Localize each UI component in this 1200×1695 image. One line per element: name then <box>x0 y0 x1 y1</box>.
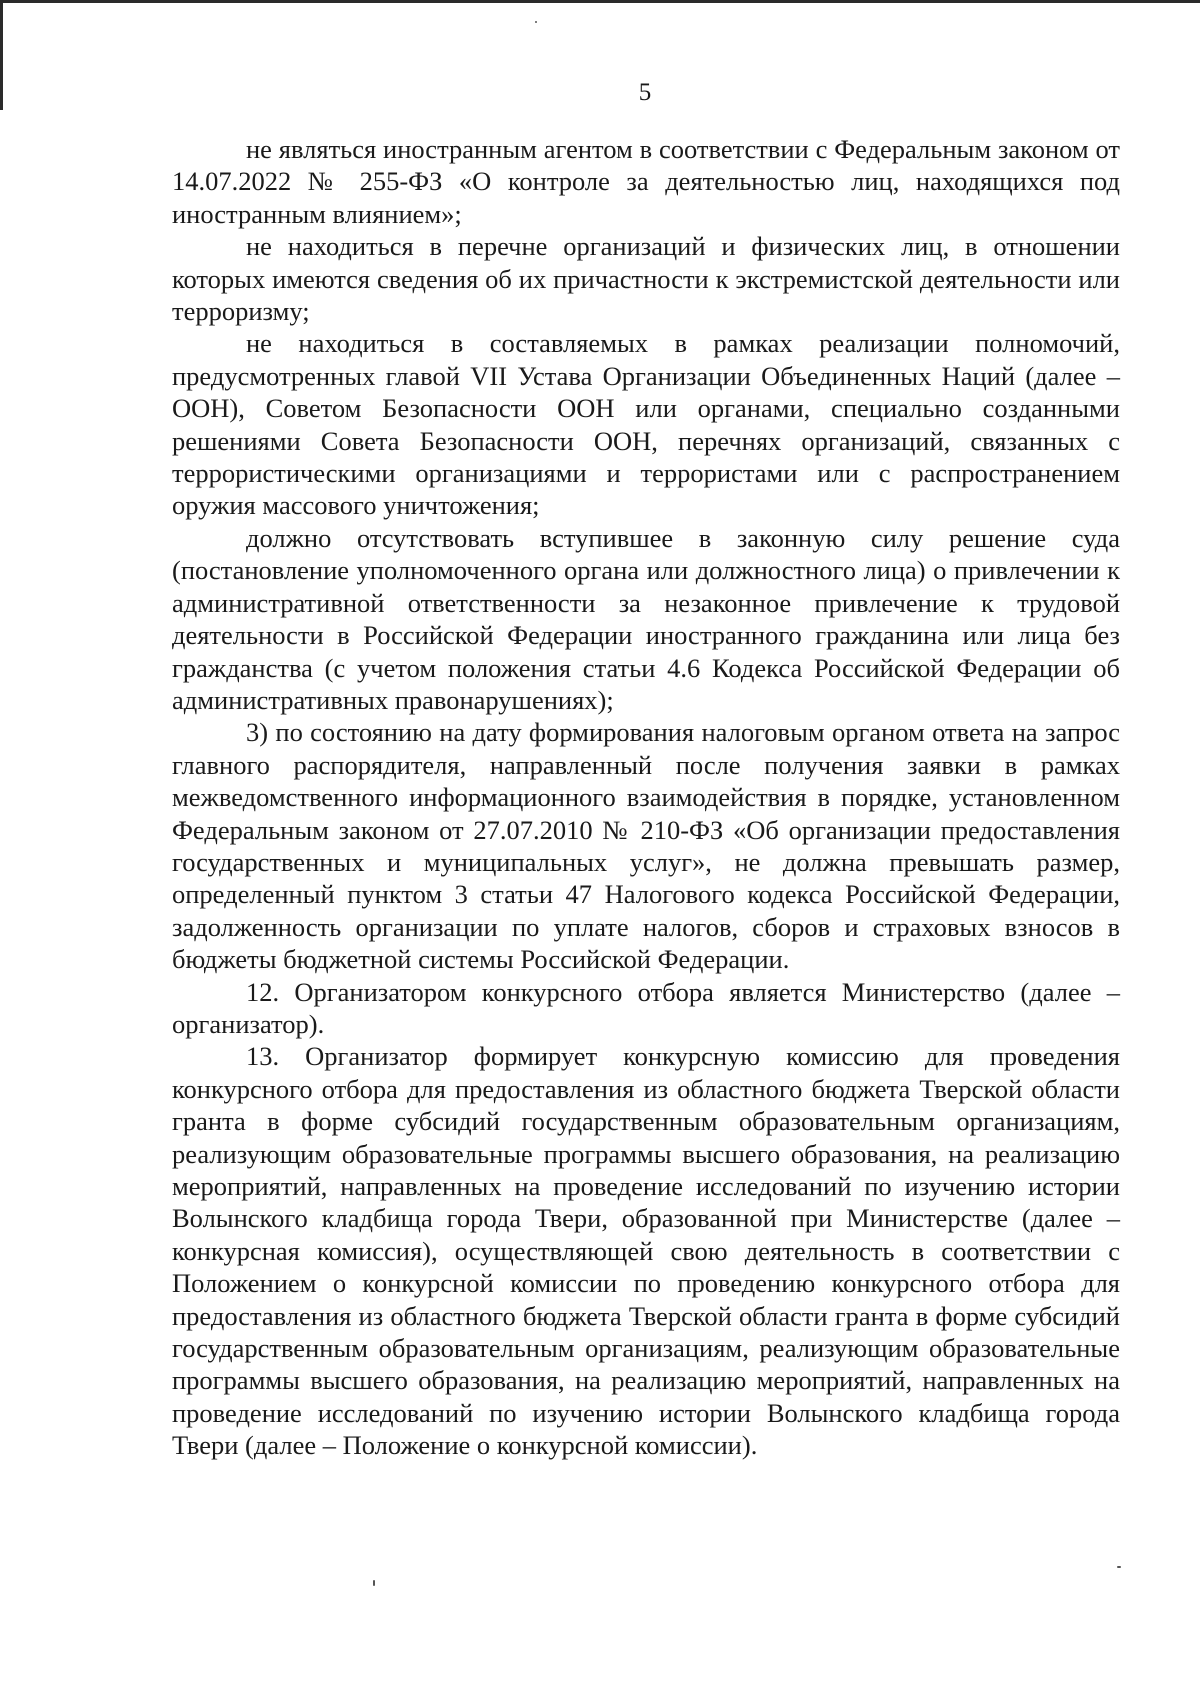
paragraph-tax-debt: 3) по состоянию на дату формирования налоговым органом ответа на запрос главного распорядителя, направленный после получения заявки в рамках межведомственного информационного взаимодействия в порядке, установленном Федеральным законом от 27.07.2010 № 210-ФЗ «Об организации предоставления государственных и муниципальных услуг», не должна превышать размер, определенный пунктом 3 статьи 47 Налогового кодекса Российской Федерации, задолженность организации по уплате налогов, сборов и страховых взносов в бюджеты бюджетной системы Российской Федерации. <box>172 717 1120 975</box>
scan-speck <box>373 1580 375 1586</box>
scan-speck <box>535 21 537 23</box>
paragraph-no-court-decision: должно отсутствовать вступившее в законную силу решение суда (постановление уполномоченного органа или должностного лица) о привлечении к административной ответственности за незаконное привлечение к трудовой деятельности в Российской Федерации иностранного гражданина или лица без гражданства (с учетом положения статьи 4.6 Кодекса Российской Федерации об административных правонарушениях); <box>172 522 1120 715</box>
page-number: 5 <box>638 79 652 106</box>
document-body <box>172 133 1120 1462</box>
scan-edge-top <box>0 0 1200 3</box>
paragraph-item-12: 12. Организатором конкурсного отбора является Министерство (далее – организатор). <box>172 976 1120 1039</box>
scan-speck <box>1117 1566 1121 1568</box>
paragraph-not-foreign-agent: не являться иностранным агентом в соответствии с Федеральным законом от 14.07.2022 № 255-ФЗ «О контроле за деятельностью лиц, находящихся под иностранным влиянием»; <box>172 134 1120 229</box>
paragraph-item-13: 13. Организатор формирует конкурсную комиссию для проведения конкурсного отбора для предоставления из областного бюджета Тверской области гранта в форме субсидий государственным образовательным организациям, реализующим образовательные программы высшего образования, на реализацию мероприятий, направленных на проведение исследований по изучению истории Волынского кладбища города Твери, образованной при Министерстве (далее – конкурсная комиссия), осуществляющей свою деятельность в соответствии с Положением о конкурсной комиссии по проведению конкурсного отбора для предоставления из областного бюджета Тверской области гранта в форме субсидий государственным образовательным организациям, реализующим образовательные программы высшего образования, на реализацию мероприятий, направленных на проведение исследований по изучению истории Волынского кладбища города Твери (далее – Положение о конкурсной комиссии). <box>172 1041 1120 1461</box>
paragraph-not-un-list: не находиться в составляемых в рамках реализации полномочий, предусмотренных главой VII Устава Организации Объединенных Наций (далее – ООН), Советом Безопасности ООН или органами, специально созданными решениями Совета Безопасности ООН, перечнях организаций, связанных с террористическими организациями и террористами или с распространением оружия массового уничтожения; <box>172 328 1120 521</box>
paragraph-not-extremist-list: не находиться в перечне организаций и физических лиц, в отношении которых имеются сведения об их причастности к экстремистской деятельности или терроризму; <box>172 231 1120 327</box>
